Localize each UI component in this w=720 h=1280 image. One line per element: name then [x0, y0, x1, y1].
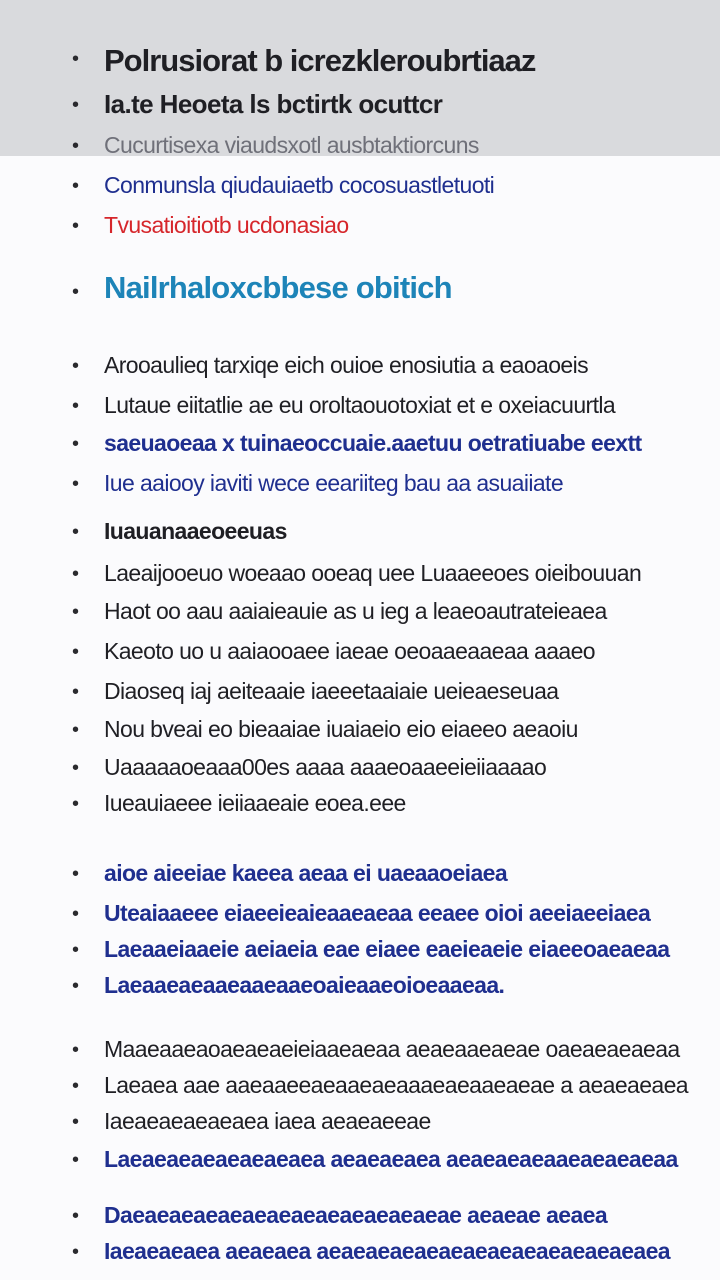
bullet-dot: •: [72, 793, 80, 815]
list-item-text: Maaeaaeaoaeaeaeieiaaeaeaa aeaeaaeaeae oaeaeaeaeaa: [104, 1036, 680, 1062]
bullet-dot: •: [72, 355, 80, 377]
list-item-text: Tvusatioitiotb ucdonasiao: [104, 212, 349, 238]
list-item: [0, 466, 720, 502]
bullet-dot: •: [72, 757, 80, 779]
list-item-text: aioe aieeiae kaeea aeaa ei uaeaaoeiaea: [104, 860, 508, 886]
list-item-text: Laeaaeiaaeie aeiaeia eae eiaee eaeieaeie eiaeeoaeaeaa: [104, 936, 670, 962]
bullet-dot: •: [72, 641, 80, 663]
list-item: [0, 634, 720, 670]
bullet-dot: •: [72, 903, 80, 925]
bullet-dot: •: [72, 719, 80, 741]
list-item: [0, 128, 720, 162]
list-item: [0, 594, 720, 630]
bullet-dot: •: [72, 681, 80, 703]
list-item-text: Arooaulieq tarxiqe eich ouioe enosiutia a eaoaoeis: [104, 352, 589, 378]
list-item-text: Haot oo aau aaiaieauie as u ieg a leaeoautrateieaea: [104, 598, 607, 624]
list-item-text: Iuauanaaeoeeuas: [104, 518, 287, 544]
list-item-text: Diaoseq iaj aeiteaaie iaeeetaaiaie ueieaeseuaa: [104, 678, 559, 704]
bullet-dot: •: [72, 1111, 80, 1133]
list-item: [0, 968, 720, 1004]
bullet-dot: •: [72, 433, 80, 455]
bullet-dot: •: [72, 215, 80, 237]
list-item: [0, 856, 720, 892]
list-item-text: Lutaue eiitatlie ae eu oroltaouotoxiat et e oxeiacuurtla: [104, 392, 616, 418]
bullet-dot: •: [72, 175, 80, 197]
list-item-text: Laeaeaeaeaeaeaeaea aeaeaeaea aeaeaeaeaaeaeaeaeaa: [104, 1146, 678, 1172]
list-item: [0, 896, 720, 932]
list-item: [0, 556, 720, 592]
section-heading-text: Nailrhaloxcbbese obitich: [104, 270, 452, 305]
list-item-text: Cucurtisexa viaudsxotl ausbtaktiorcuns: [104, 132, 479, 158]
bullet-dot: •: [72, 1039, 80, 1061]
list-item-text: Polrusiorat b icrezkleroubrtiaaz: [104, 43, 536, 78]
list-item: [0, 712, 720, 748]
bullet-dot: •: [72, 395, 80, 417]
list-item: [0, 426, 720, 462]
bullet-dot: •: [72, 48, 80, 70]
bullet-dot: •: [72, 1149, 80, 1171]
list-item: [0, 1068, 720, 1104]
bullet-dot: •: [72, 601, 80, 623]
list-item: [0, 38, 720, 82]
list-item: [0, 750, 720, 786]
list-item: [0, 388, 720, 424]
list-item: [0, 514, 720, 550]
list-item-text: Iue aaiooy iaviti wece eeariiteg bau aa asuaiiate: [104, 470, 564, 496]
list-item: [0, 1032, 720, 1068]
bullet-dot: •: [72, 473, 80, 495]
list-item-text: Nou bveai eo bieaaiae iuaiaeio eio eiaeeo aeaoiu: [104, 716, 578, 742]
section-heading: [0, 264, 720, 314]
list-item: [0, 348, 720, 384]
list-item: [0, 674, 720, 710]
list-item-text: Uteaiaaeee eiaeeieaieaaeaeaa eeaee oioi aeeiaeeiaea: [104, 900, 651, 926]
bullet-dot: •: [72, 863, 80, 885]
bullet-dot: •: [72, 563, 80, 585]
list-item-text: Laeaea aae aaeaaeeaeaaeaeaaaeaeaaeaeae a aeaeaeaea: [104, 1072, 688, 1098]
list-item: [0, 168, 720, 202]
bullet-dot: •: [72, 1075, 80, 1097]
list-item: [0, 1142, 720, 1178]
list-item-text: Laeaijooeuo woeaao ooeaq uee Luaaeeoes oieibouuan: [104, 560, 642, 586]
list-item-text: Ia.te Heoeta ls bctirtk ocuttcr: [104, 89, 443, 119]
bullet-dot: •: [72, 94, 80, 116]
list-item-text: Laeaaeaeaaeaaeaaeoaieaaeoioeaaeaa.: [104, 972, 505, 998]
list-item-text: Uaaaaaoeaaa00es aaaa aaaeoaaeeieiiaaaao: [104, 754, 547, 780]
bullet-dot: •: [72, 1205, 80, 1227]
list-item: [0, 1198, 720, 1234]
list-item: [0, 1104, 720, 1140]
list-item-text: Conmunsla qiudauiaetb cocosuastletuoti: [104, 172, 495, 198]
bullet-dot: •: [72, 939, 80, 961]
list-item-text: Iueauiaeee ieiiaaeaie eoea.eee: [104, 790, 406, 816]
list-item: [0, 932, 720, 968]
list-item: [0, 208, 720, 242]
list-item-text: saeuaoeaa x tuinaeoccuaie.aaetuu oetratiuabe eextt: [104, 430, 642, 456]
list-item-text: Kaeoto uo u aaiaooaee iaeae oeoaaeaaeaa aaaeo: [104, 638, 595, 664]
bullet-dot: •: [72, 1241, 80, 1263]
list-item-text: Daeaeaeaeaeaeaeaeaeaeaeaeaeae aeaeae aeaea: [104, 1202, 608, 1228]
list-item: [0, 786, 720, 822]
list-item: [0, 1234, 720, 1270]
bullet-dot: •: [72, 975, 80, 997]
list-item-text: Iaeaeaeaea aeaeaea aeaeaeaeaeaeaeaeaeaeaeaeaeaea: [104, 1238, 670, 1264]
bullet-dot: •: [72, 521, 80, 543]
bullet-dot: •: [72, 281, 80, 303]
list-item: [0, 86, 720, 122]
bullet-dot: •: [72, 135, 80, 157]
list-item-text: Iaeaeaeaeaeaea iaea aeaeaeeae: [104, 1108, 431, 1134]
